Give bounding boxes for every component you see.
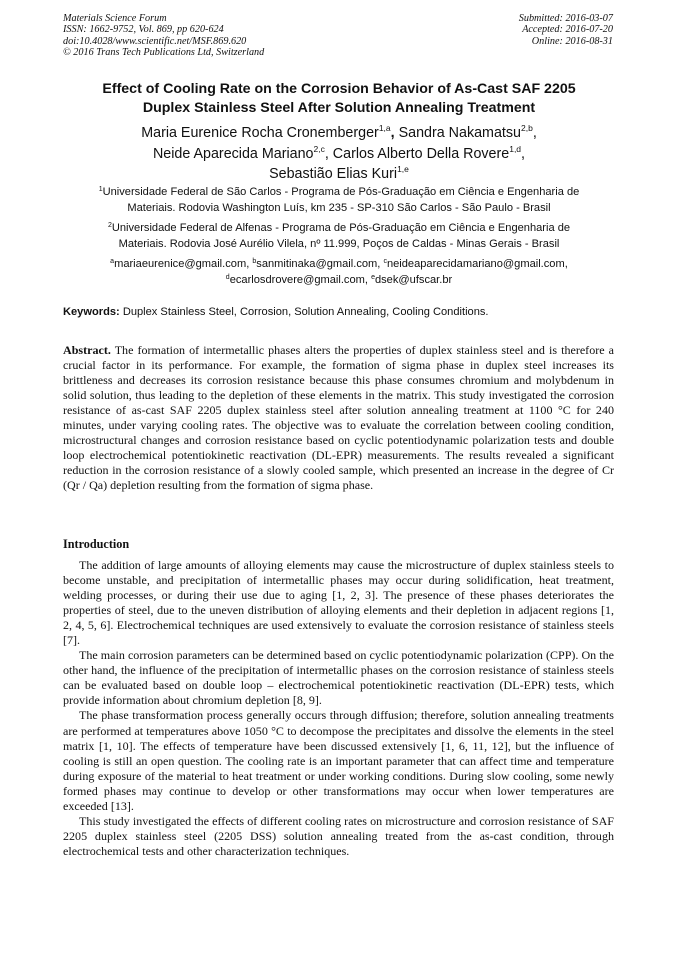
email-sup: b — [252, 258, 257, 265]
email-address: ecarlosdrovere@gmail.com — [229, 274, 365, 287]
author-list — [30, 124, 648, 186]
email-address: dsek@ufscar.br — [374, 274, 453, 287]
keywords — [63, 305, 623, 320]
doi-line: doi:10.4028/www.scientific.net/MSF.869.620 — [63, 35, 247, 47]
author-sup: 2,b — [520, 123, 533, 133]
affiliation-sup: 2 — [107, 222, 112, 229]
paragraph: This study investigated the effects of different cooling rates on microstructure and corrosion resistance of SAF 2205 duplex stainless steel (2205 DSS) solution annealing treated from the as-cast condition, through electrochemical tests and other characterization techniques. — [63, 813, 614, 858]
author-sup: 1,a — [378, 123, 391, 133]
keywords-text: Duplex Stainless Steel, Corrosion, Solution Annealing, Cooling Conditions. — [122, 306, 489, 318]
submitted-date: Submitted: 2016-03-07 — [518, 13, 613, 24]
affiliation-sup: 1 — [98, 186, 103, 193]
accepted-date: Accepted: 2016-07-20 — [522, 24, 613, 36]
author-name: Carlos Alberto Della Rovere — [332, 145, 510, 162]
copyright-line: © 2016 Trans Tech Publications Ltd, Switzerland — [63, 46, 265, 58]
author-sup: 1,e — [397, 164, 409, 174]
section-heading-introduction: Introduction — [63, 537, 130, 551]
affiliation-line: Universidade Federal de Alfenas - Programa de Pós-Graduação em Ciência e Engenharia de — [111, 222, 571, 234]
paper-title — [40, 80, 638, 118]
keywords-label: Keywords: — [63, 306, 120, 318]
journal-name: Materials Science Forum — [63, 13, 167, 24]
introduction-body — [63, 558, 614, 859]
author-name: Sebastião Elias Kuri — [269, 166, 398, 182]
email-address: neideaparecidamariano@gmail.com — [386, 258, 565, 270]
author-name: Maria Eurenice Rocha Cronemberger — [141, 125, 379, 141]
affiliation-line: Universidade Federal de São Carlos - Programa de Pós-Graduação em Ciência e Engenharia de — [102, 186, 580, 198]
issn-line: ISSN: 1662-9752, Vol. 869, pp 620-624 — [63, 24, 224, 36]
author-sup: 1,d — [509, 143, 522, 154]
author-line-1: Maria Eurenice Rocha Cronemberger$^{1,a}$, Sandra Nakamatsu$^{2,b}$, — [141, 123, 537, 141]
author-sup: 2,c — [313, 143, 325, 154]
paragraph: The phase transformation process generally occurs through diffusion; therefore, solution annealing treatments are performed at temperatures above 1050 °C to decompose the precipitates and dissolve the elements in the steel matrix [1, 10]. The effects of temperature have been discussed extensively [1, 6, 11, 12], but the influence of cooling is still an open question. The cooling rate is an important parameter that can affect time and temperature during exposure of the material to heat treatment or under working conditions. During slow cooling, some newly formed phases may continue to develop or other transformations may occur when lower temperatures are exceeded [13]. — [63, 708, 614, 813]
email-address: mariaeurenice@gmail.com — [114, 258, 247, 270]
abstract-label: Abstract. — [63, 343, 111, 357]
dates-header — [519, 13, 613, 47]
email-list: $^a$mariaeurenice@gmail.com, $^b$sanmitinaka@gmail.com, $^c$neideaparecidamariano@gmail.com, $^d$ecarlosdrovere@gmail.com, $^e$dsek@ufscar.br — [110, 258, 568, 287]
abstract — [63, 343, 614, 493]
paragraph: The addition of large amounts of alloying elements may cause the microstructure of duplex stainless steels to become unstable, and precipitation of intermetallic phases may occur during solidification, heat treatment, welding processes, or during their use due to aging [1, 2, 3]. The presence of these phases deteriorates the properties of steel, due to the uneven distribution of alloying elements and their depletion in adjacent regions [1, 2, 4, 5, 6]. Electrochemical techniques are used extensively to evaluate the corrosion resistance of stainless steels [7]. — [63, 558, 614, 648]
author-line-2: Neide Aparecida Mariano$^{2,c}$, Carlos Alberto Della Rovere$^{1,d}$, — [152, 143, 526, 162]
email-sup: e — [371, 274, 375, 282]
author-name: Neide Aparecida Mariano — [152, 145, 314, 162]
email-sup: a — [110, 258, 115, 265]
email-sup: c — [383, 258, 387, 265]
journal-header — [63, 13, 264, 58]
online-date: Online: 2016-08-31 — [531, 35, 613, 47]
author-line-3 — [30, 165, 648, 186]
abstract-text: The formation of intermetallic phases alters the properties of duplex stainless steel and is therefore a crucial factor in its performance. For example, the formation of sigma phase in duplex steel increases its brittleness and decreases its corrosion resistance because this phase consumes chromium and molybdenum in solid solution, thus leading to the depletion of these elements in the matrix. This study investigated the corrosion resistance of as-cast SAF 2205 duplex stainless steel after solution annealing treatment at 1100 °C for 240 minutes, under varying cooling rates. The objective was to evaluate the correlation between cooling condition, microstructural changes and corrosion resistance based on cyclic potentiodynamic polarization tests and double loop electrochemical potentiokinetic reactivation (DL-EPR) measurements. The results revealed a significant reduction in the corrosion resistance of a slowly cooled sample, which presented an increase in the degree of Cr (Qr / Qa) depletion resulting from the formation of sigma phase. — [63, 343, 614, 493]
email-sup: d — [225, 274, 230, 282]
title-line-2: Duplex Stainless Steel After Solution Annealing Treatment — [142, 100, 536, 116]
title-line-1: Effect of Cooling Rate on the Corrosion Behavior of As-Cast SAF 2205 — [102, 81, 576, 97]
paragraph: The main corrosion parameters can be determined based on cyclic potentiodynamic polarization (CPP). On the other hand, the influence of the precipitation of intermetallic phases on the corrosion resistance of stainless steels can be evaluated based on double loop – electrochemical potentiokinetic reactivation (DL-EPR) tests, which provide information about chromium depletion [8, 9]. — [63, 648, 614, 708]
affiliation-line: Materiais. Rodovia José Aurélio Vilela, nº 11.999, Poços de Caldas - Minas Gerais - Brasil — [118, 238, 560, 251]
author-name: Sandra Nakamatsu — [398, 125, 521, 141]
email-address: sanmitinaka@gmail.com — [256, 258, 378, 270]
affiliation-2 — [55, 221, 623, 253]
affiliation-line: Materiais. Rodovia Washington Luís, km 235 - SP-310 São Carlos - São Paulo - Brasil — [127, 202, 551, 215]
affiliation-1 — [55, 185, 623, 217]
